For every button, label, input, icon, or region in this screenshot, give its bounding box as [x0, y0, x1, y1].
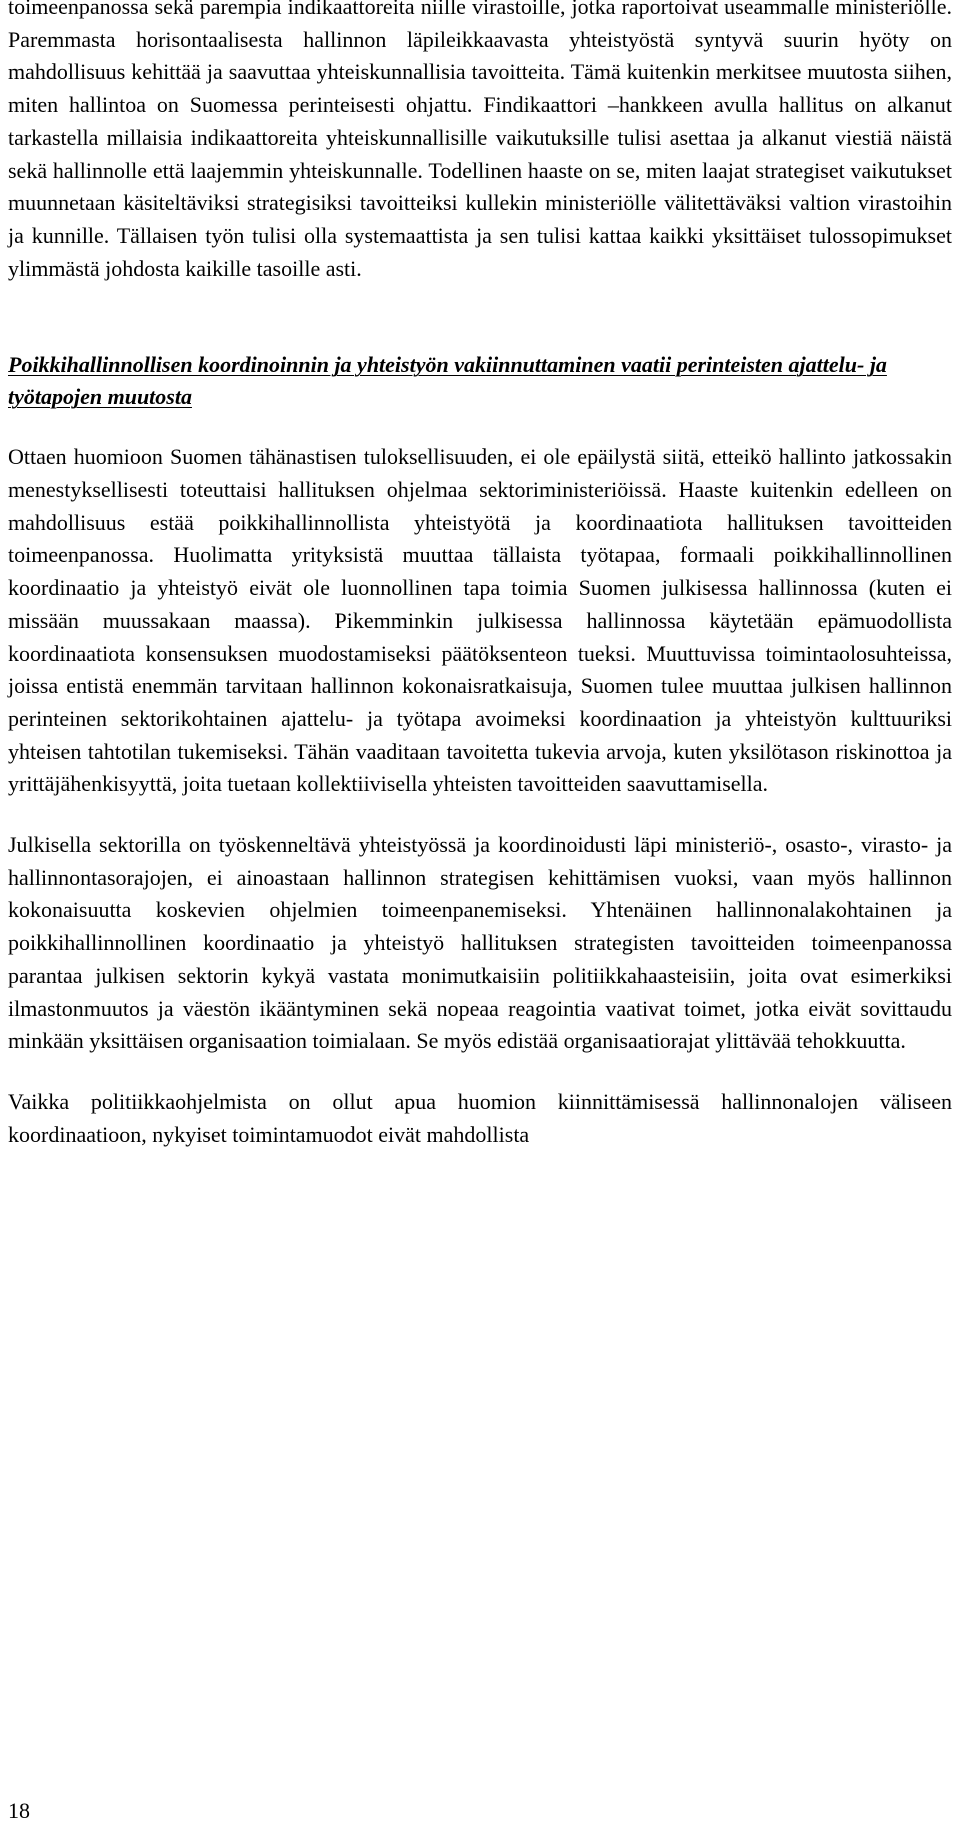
body-paragraph: Vaikka politiikkaohjelmista on ollut apua huomion kiinnittämisessä hallinnonalojen väliseen koordinaatioon, nykyiset toimintamuodot eivät mahdollista — [8, 1088, 952, 1147]
page-number: 18 — [8, 1798, 30, 1823]
section-heading: Poikkihallinnollisen koordinoinnin ja yhteistyön vakiinnuttaminen vaatii perinteisten ajattelu- ja työtapojen muutosta — [8, 352, 887, 410]
body-paragraph: Ottaen huomioon Suomen tähänastisen tuloksellisuuden, ei ole epäilystä siitä, etteikö hallinto jatkossakin menestyksellisesti toteuttaisi hallituksen ohjelmaa sektoriministeriöissä. Haaste kuitenkin edelleen on mahdollisuus estää poikkihallinnollista yhteistyötä ja koordinaatiota hallituksen tavoitteiden toimeenpanossa. Huolimatta yrityksistä muuttaa tällaista työtapaa, formaali poikkihallinnollinen koordinaatio ja yhteistyö eivät ole luonnollinen tapa toimia Suomen julkisessa hallinnossa (kuten ei missään muussakaan maassa). Pikemminkin julkisessa hallinnossa käytetään epämuodollista koordinaatiota konsensuksen muodostamiseksi päätöksenteon tueksi. Muuttuvissa toimintaolosuhteissa, joissa entistä enemmän tarvitaan hallinnon kokonaisratkaisuja, Suomen tulee muuttaa julkisen hallinnon perinteinen sektorikohtainen ajattelu- ja työtapa avoimeksi koordinaation ja yhteistyön kulttuuriksi yhteisen tahtotilan tukemiseksi. Tähän vaaditaan tavoitetta tukevia arvoja, kuten yksilötason riskinottoa ja yrittäjähenkisyyttä, joita tuetaan kollektiivisella yhteisten tavoitteiden saavuttamisella. — [8, 444, 952, 797]
body-paragraph: toimeenpanossa sekä parempia indikaattoreita niille virastoille, jotka raportoivat useammalle ministeriölle. Paremmasta horisontaalisesta hallinnon läpileikkaavasta yhteistyöstä syntyvä suurin hyöty on mahdollisuus kehittää ja saavuttaa yhteiskunnallisia tavoitteita. Tämä kuitenkin merkitsee muutosta siihen, miten hallintoa on Suomessa perinteisesti ohjattu. Findikaattori –hankkeen avulla hallitus on alkanut tarkastella millaisia indikaattoreita yhteiskunnallisille vaikutuksille tulisi asettaa ja alkanut viestiä näistä sekä hallinnolle että laajemmin yhteiskunnalle. Todellinen haaste on se, miten laajat strategiset vaikutukset muunnetaan käsiteltäviksi strategisiksi tavoitteiksi kullekin ministeriölle välitettäväksi valtion virastoihin ja kunnille. Tällaisen työn tulisi olla systemaattista ja sen tulisi kattaa kaikki yksittäiset tulossopimukset ylimmästä johdosta kaikille tasoille asti. — [8, 0, 952, 281]
body-paragraph: Julkisella sektorilla on työskenneltävä yhteistyössä ja koordinoidusti läpi ministeriö-, osasto-, virasto- ja hallinnontasorajojen, ei ainoastaan hallinnon strategisen kehittämisen vuoksi, vaan myös hallinnon kokonaisuutta koskevien ohjelmien toimeenpanemiseksi. Yhtenäinen hallinnonalakohtainen ja poikkihallinnollinen koordinaatio ja yhteistyö hallituksen strategisten tavoitteiden toimeenpanossa parantaa julkisen sektorin kykyä vastata monimutkaisiin politiikkahaasteisiin, joita ovat esimerkiksi ilmastonmuutos ja väestön ikääntyminen sekä nopeaa reagointia vaativat toimet, jotka eivät sovittaudu minkään yksittäisen organisaation toimialaan. Se myös edistää organisaatiorajat ylittävää tehokkuutta. — [8, 832, 952, 1054]
document-page — [8, 0, 952, 1151]
